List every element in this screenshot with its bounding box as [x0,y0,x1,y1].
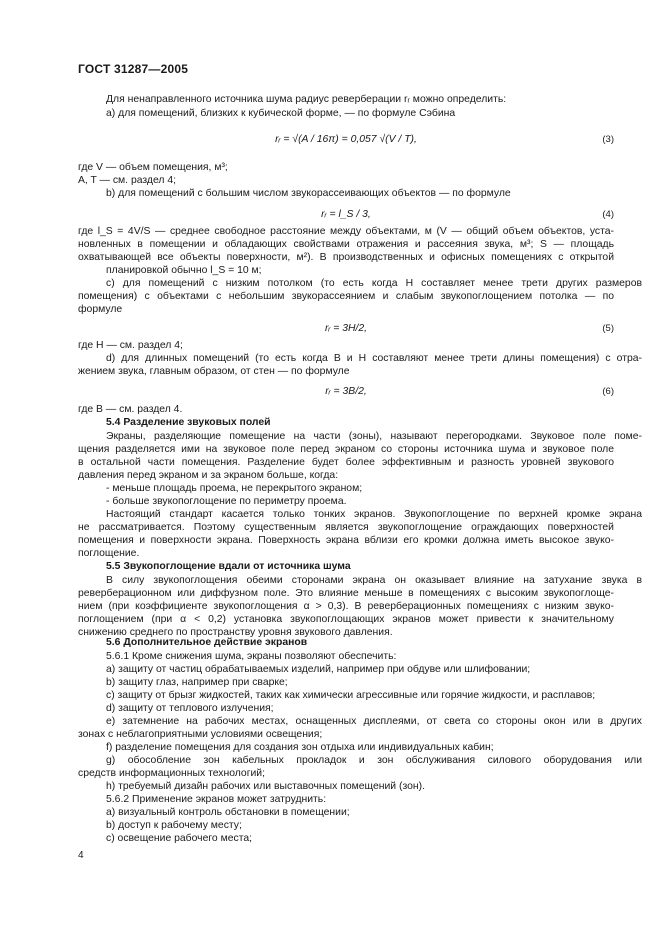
text-line: поглощение. [78,548,140,559]
text-line: где H — см. раздел 4; [78,340,183,351]
text-line: 5.6.1 Кроме снижения шума, экраны позволяют обеспечить: [106,651,397,662]
equation-expression: rᵣ = 3H/2, [324,323,368,334]
equation-number: (5) [602,323,614,334]
page-number: 4 [78,850,84,861]
text-line: с) для помещений с низким потолком (то есть когда H составляет менее трети других размеров [106,278,642,289]
text-line: Настоящий стандарт касается только тонких экранов. Звукопоглощение по верхней кромке экрана [106,509,642,520]
equation-number: (3) [602,134,614,145]
text-line: а) визуальный контроль обстановки в помещении; [106,807,350,818]
text-line: щения разделяется ими на звуковое поле перед экраном со стороны источника шума и звуковое поле [78,444,614,455]
text-line: охватывающей все объекты поверхности, м²). В производственных и офисных помещениях с открытой [78,252,614,263]
text-line: где l_S = 4V/S — среднее свободное расстояние между объектами, м (V — общий объем объектов, уста- [78,226,614,237]
equation-expression: rᵣ = l_S / 3, [321,209,371,220]
text-line: с) защиту от брызг жидкостей, таких как химически агрессивные или горячие жидкости, и расплавов; [106,690,596,701]
text-line: где V — объем помещения, м³; [78,162,228,173]
text-line: реверберационном или диффузном поле. Это влияние меньше в помещениях с высоким звукопоглоще- [78,588,614,599]
text-line: где B — см. раздел 4. [78,404,183,415]
text-line: а) для помещений, близких к кубической форме, — по формуле Сэбина [106,108,456,119]
text-line: b) доступ к рабочему месту; [106,820,242,831]
equation-expression: rᵣ = 3B/2, [325,386,367,397]
text-line: В силу звукопоглощения обеими сторонами экрана он оказывает влияние на затухание звука в [106,575,642,586]
equation-number: (6) [602,386,614,397]
text-line: е) затемнение на рабочих местах, оснащенных дисплеями, от света со стороны окон или в других [106,716,642,727]
text-line: b) защиту глаз, например при сварке; [106,677,288,688]
text-line: d) для длинных помещений (то есть когда B и H составляют менее трети длины помещения) с отра- [106,353,642,364]
text-line: f) разделение помещения для создания зон отдыха или индивидуальных кабин; [106,742,494,753]
text-line: снижению среднего по пространству уровня звукового давления. [78,627,393,638]
text-line: нием (при коэффициенте звукопоглощения α > 0,3). В реверберационных помещениях с низким звуко- [78,601,614,612]
text-line: поглощением (при α < 0,2) установка звукопоглощающих экранов может привести к значительному [78,614,614,625]
text-line: b) для помещений с большим числом звукорассеивающих объектов — по формуле [106,188,511,199]
section-heading: 5.5 Звукопоглощение вдали от источника шума [106,561,351,572]
text-line: формуле [78,304,123,315]
text-line: планировкой обычно l_S = 10 м; [106,265,262,276]
text-line: зонах с неблагоприятными условиями освещения; [78,729,323,740]
text-line: помещения и поверхности экрана. Поверхность экрана вблизи его кромки должна иметь высокое звуко- [78,535,614,546]
text-line: Для ненаправленного источника шума радиус реверберации rᵣ можно определить: [106,94,507,105]
text-line: h) требуемый дизайн рабочих или выставочных помещений (зон). [106,781,425,792]
text-line: помещения) с объектами с небольшим звукорассеянием и слабым звукопоглощением потолка — по [78,291,614,302]
text-line: а) защиту от частиц обрабатываемых изделий, например при обдуве или шлифовании; [106,664,531,675]
text-line: - меньше площадь проема, не перекрытого экраном; [106,483,363,494]
text-line: давления перед экраном и за экраном больше, когда: [78,470,339,481]
text-line: в остальной части помещения. Разделение будет более эффективным и разность уровней звукового [78,457,614,468]
text-line: - больше звукопоглощение по периметру проема. [106,496,347,507]
text-line: A, T — см. раздел 4; [78,175,177,186]
text-line: с) освещение рабочего места; [106,833,253,844]
text-line: средств информационных технологий; [78,768,266,779]
text-line: новленных в помещении и обладающих свойствами отражения и рассеяния звука, м³; S — площадь [78,239,614,250]
equation-expression: rᵣ = √(A / 16π) = 0,057 √(V / T), [275,134,417,145]
equation-number: (4) [602,209,614,220]
text-line: жением звука, главным образом, от стен — по формуле [78,366,350,377]
section-heading: 5.6 Дополнительное действие экранов [106,637,308,648]
text-line: не рассматривается. Поэтому существенным является звукопоглощение ограждающих поверхностей [78,522,614,533]
text-line: 5.6.2 Применение экранов может затруднить: [106,794,327,805]
text-line: g) обособление зон кабельных прокладок и зон обслуживания силового оборудования или [106,755,642,766]
text-line: Экраны, разделяющие помещение на части (зоны), называют перегородками. Звуковое поле поме- [106,431,642,442]
section-heading: 5.4 Разделение звуковых полей [106,417,271,428]
text-line: d) защиту от теплового излучения; [106,703,274,714]
document-header: ГОСТ 31287—2005 [78,62,189,76]
